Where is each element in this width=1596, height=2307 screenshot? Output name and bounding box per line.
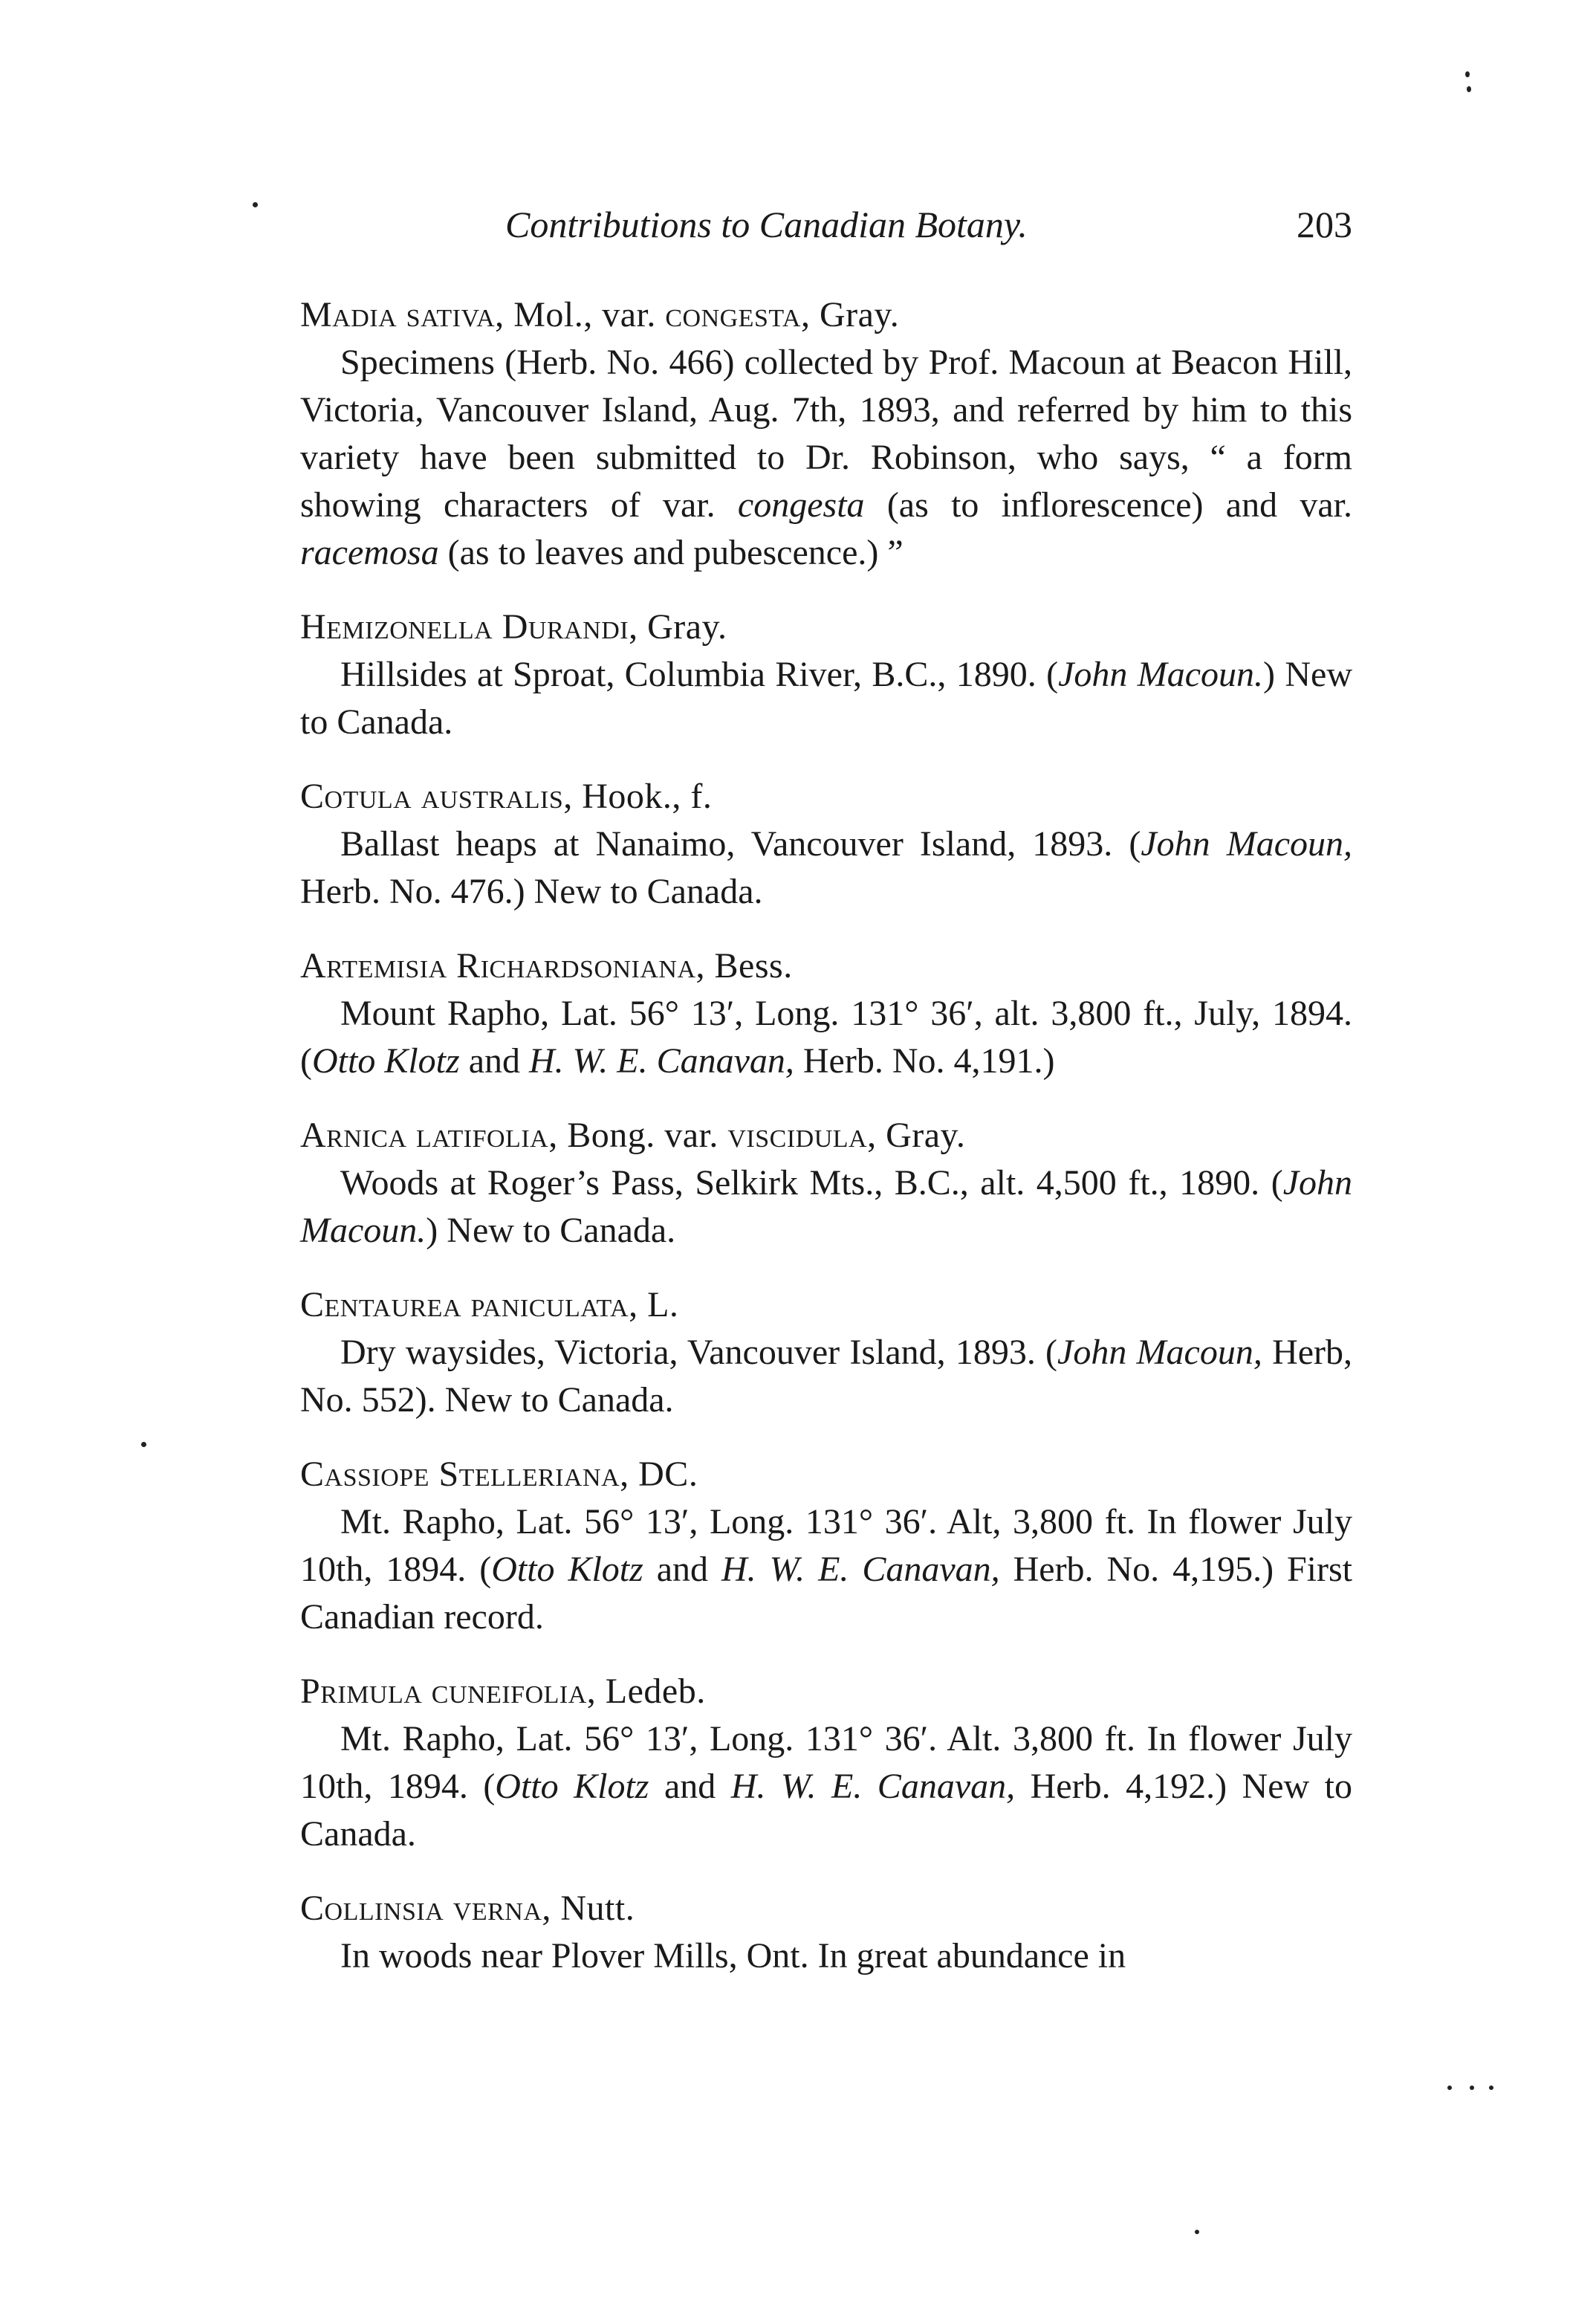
description-text: Herb. No. 476.) New to Canada. bbox=[300, 872, 763, 911]
species-author: L. bbox=[638, 1285, 679, 1324]
species-entry bbox=[300, 773, 1352, 916]
description-text: ) New to Canada. bbox=[426, 1211, 676, 1250]
variety-author: Gray. bbox=[876, 1116, 966, 1155]
description-text: Dry waysides, Victoria, Vancouver Island, 1893. ( bbox=[340, 1333, 1058, 1372]
species-author: Mol., var. bbox=[504, 295, 666, 334]
description-text: Herb, No. 552). New to Canada. bbox=[300, 1333, 1353, 1420]
page-number: 203 bbox=[1297, 204, 1352, 245]
species-author: Bess. bbox=[705, 946, 793, 986]
page-header bbox=[505, 201, 1352, 248]
scan-speck bbox=[1447, 2086, 1452, 2090]
species-name: Artemisia Richardsoniana, bbox=[300, 946, 706, 986]
species-name: Centaurea paniculata, bbox=[300, 1285, 638, 1324]
species-heading bbox=[300, 942, 1352, 990]
species-author: Bong. var. bbox=[557, 1116, 728, 1155]
species-description bbox=[300, 1932, 1352, 1980]
species-description bbox=[300, 1159, 1352, 1255]
description-text: and bbox=[643, 1550, 721, 1589]
description-text: Mount Rapho, Lat. 56° 13′, Long. 131° 36′, alt. 3,800 ft., July, 1894. ( bbox=[300, 994, 1352, 1081]
species-description bbox=[300, 339, 1352, 577]
running-title: Contributions to Canadian Botany. bbox=[505, 204, 1028, 245]
description-italic: H. W. E. Canavan, bbox=[721, 1550, 1000, 1589]
description-text: (as to inflorescence) and var. bbox=[864, 485, 1353, 525]
description-italic: John Macoun. bbox=[300, 1163, 1352, 1250]
species-heading bbox=[300, 604, 1352, 651]
description-text: Herb. No. 4,195.) First Canadian record. bbox=[300, 1550, 1353, 1637]
species-entry bbox=[300, 1668, 1352, 1858]
species-entry bbox=[300, 1451, 1352, 1641]
description-italic: racemosa bbox=[300, 533, 439, 572]
species-entry bbox=[300, 604, 1352, 746]
species-entry bbox=[300, 1112, 1352, 1255]
species-description bbox=[300, 1715, 1352, 1858]
species-description bbox=[300, 1329, 1352, 1424]
description-text: Hillsides at Sproat, Columbia River, B.C., 1890. ( bbox=[340, 655, 1059, 694]
species-author: Nutt. bbox=[551, 1889, 635, 1928]
scan-speck bbox=[1195, 2230, 1199, 2234]
species-name: Madia sativa, bbox=[300, 295, 505, 334]
variety-name: congesta, bbox=[665, 295, 811, 334]
species-name: Hemizonella Durandi, bbox=[300, 607, 638, 647]
species-heading bbox=[300, 1112, 1352, 1159]
scan-speck bbox=[1470, 2086, 1474, 2090]
scan-speck bbox=[253, 202, 258, 207]
species-name: Primula cuneifolia, bbox=[300, 1672, 597, 1711]
description-text: ) New to Canada. bbox=[300, 655, 1352, 742]
species-heading bbox=[300, 1668, 1352, 1715]
species-description bbox=[300, 1498, 1352, 1641]
scan-speck bbox=[141, 1442, 146, 1447]
species-heading bbox=[300, 773, 1352, 821]
description-text: Woods at Roger’s Pass, Selkirk Mts., B.C., alt. 4,500 ft., 1890. ( bbox=[340, 1163, 1283, 1203]
description-text: and bbox=[649, 1767, 731, 1806]
species-heading bbox=[300, 291, 1352, 339]
description-italic: Otto Klotz bbox=[311, 1041, 460, 1081]
species-heading bbox=[300, 1885, 1352, 1932]
scan-speck bbox=[1467, 86, 1471, 92]
description-text: Ballast heaps at Nanaimo, Vancouver Island, 1893. ( bbox=[340, 824, 1141, 864]
description-text: (as to leaves and pubescence.) ” bbox=[438, 533, 904, 572]
species-description bbox=[300, 821, 1352, 916]
variety-name: viscidula, bbox=[727, 1116, 877, 1155]
description-italic: John Macoun. bbox=[1058, 655, 1264, 694]
description-italic: congesta bbox=[737, 485, 865, 525]
species-heading bbox=[300, 1451, 1352, 1498]
scan-speck bbox=[1465, 71, 1470, 77]
species-author: Hook., f. bbox=[572, 777, 713, 816]
page-body bbox=[300, 291, 1352, 2007]
variety-author: Gray. bbox=[810, 295, 900, 334]
description-text: Specimens (Herb. No. 466) collected by Prof. Macoun at Beacon Hill, Victoria, Vancouver Island, Aug. 7th, 1893, and referred by him to this variety have been submitted to Dr. Robinson, who says, “ a form showing characters of var. bbox=[300, 343, 1352, 525]
description-text: Mt. Rapho, Lat. 56° 13′, Long. 131° 36′. Alt. 3,800 ft. In flower July 10th, 1894. ( bbox=[300, 1719, 1352, 1806]
species-author: Gray. bbox=[638, 607, 727, 647]
description-text: and bbox=[459, 1041, 529, 1081]
description-italic: John Macoun, bbox=[1141, 824, 1353, 864]
species-entry bbox=[300, 942, 1352, 1085]
species-name: Arnica latifolia, bbox=[300, 1116, 558, 1155]
description-italic: H. W. E. Canavan, bbox=[730, 1767, 1016, 1806]
description-text: In woods near Plover Mills, Ont. In great abundance in bbox=[340, 1936, 1126, 1976]
description-italic: Otto Klotz bbox=[491, 1550, 643, 1589]
scan-speck bbox=[1489, 2086, 1493, 2090]
description-text: Mt. Rapho, Lat. 56° 13′, Long. 131° 36′. Alt, 3,800 ft. In flower July 10th, 1894. ( bbox=[300, 1502, 1352, 1589]
species-name: Collinsia verna, bbox=[300, 1889, 551, 1928]
species-heading bbox=[300, 1281, 1352, 1329]
species-name: Cassiope Stelleriana, bbox=[300, 1455, 629, 1494]
species-author: DC. bbox=[629, 1455, 698, 1494]
species-author: Ledeb. bbox=[596, 1672, 706, 1711]
description-text: Herb. 4,192.) New to Canada. bbox=[300, 1767, 1352, 1854]
species-entry bbox=[300, 1885, 1352, 1980]
species-entry bbox=[300, 291, 1352, 577]
description-italic: John Macoun, bbox=[1057, 1333, 1262, 1372]
species-description bbox=[300, 651, 1352, 746]
species-entry bbox=[300, 1281, 1352, 1424]
description-italic: Otto Klotz bbox=[495, 1767, 649, 1806]
description-italic: H. W. E. Canavan, bbox=[529, 1041, 794, 1081]
species-description bbox=[300, 990, 1352, 1085]
species-name: Cotula australis, bbox=[300, 777, 573, 816]
description-text: Herb. No. 4,191.) bbox=[794, 1041, 1055, 1081]
